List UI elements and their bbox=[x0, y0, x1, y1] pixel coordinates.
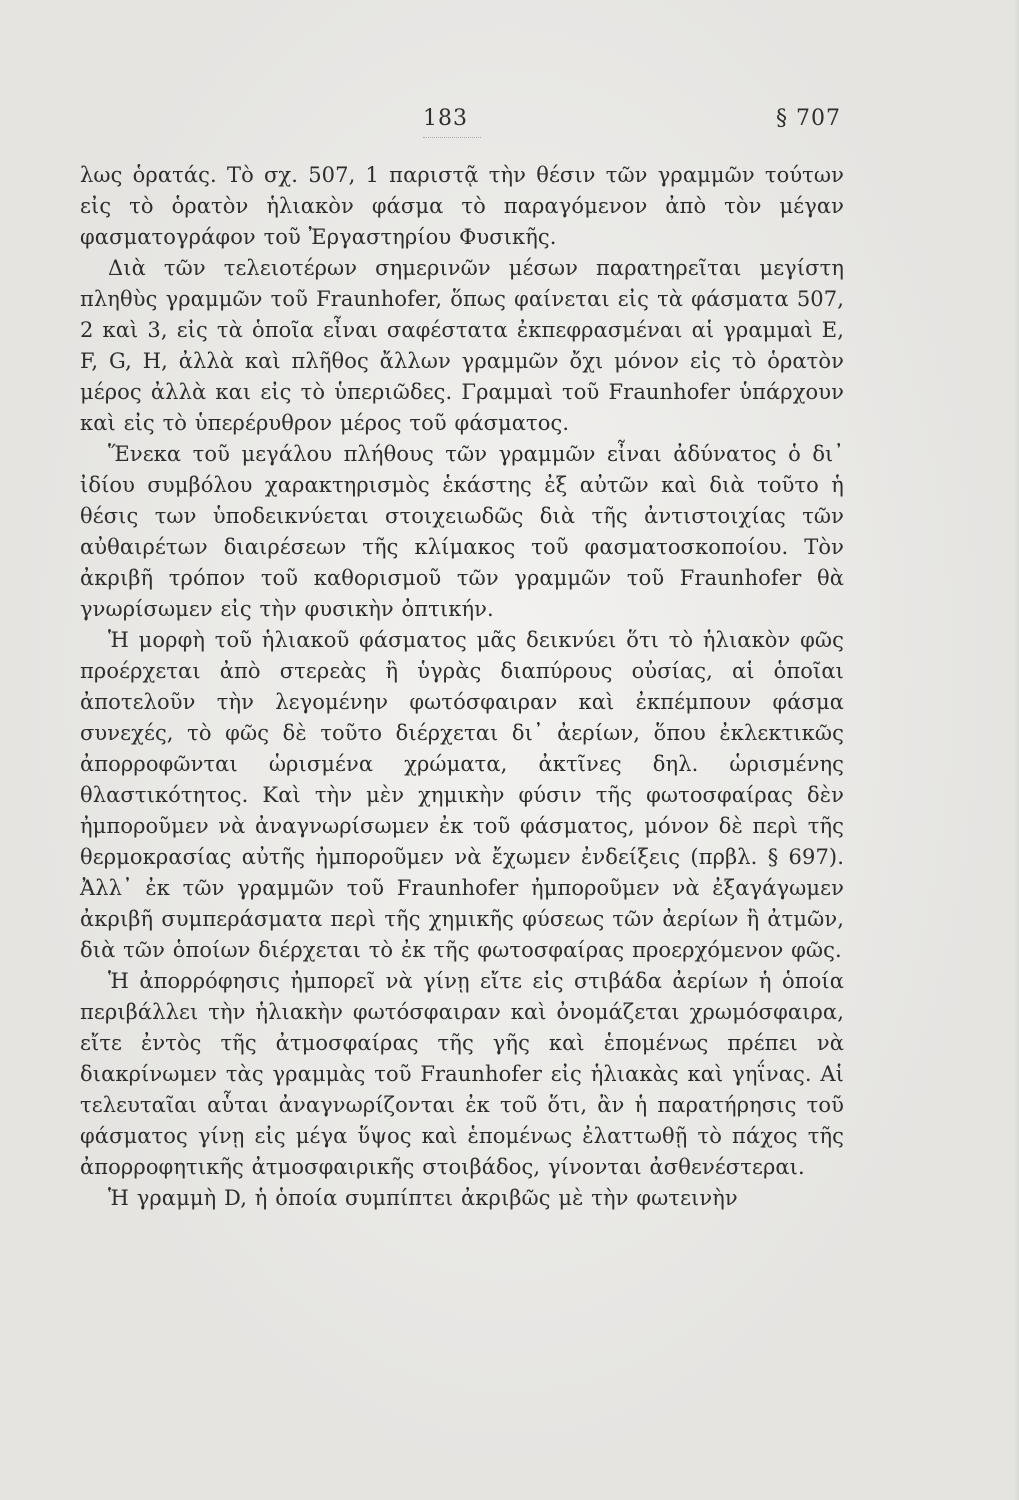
paragraph: Διὰ τῶν τελειοτέρων σημερινῶν μέσων παρατηρεῖται μεγίστη πληθὺς γραμμῶν τοῦ Fraunhofer, ὅπως φαίνεται εἰς τὰ φάσματα 507, 2 καὶ 3, εἰς τὰ ὁποῖα εἶναι σαφέστατα ἐκπεφρασμέναι αἱ γραμμαὶ E, F, G, H, ἀλλὰ καὶ πλῆθος ἄλλων γραμμῶν ὄχι μόνον εἰς τὸ ὁρατὸν μέρος ἀλλὰ και εἰς τὸ ὑπεριῶδες. Γραμμαὶ τοῦ Fraunhofer ὑπάρχουν καὶ εἰς τὸ ὑπερέρυθρον μέρος τοῦ φάσματος. bbox=[80, 256, 844, 435]
page-number: 183 bbox=[423, 106, 468, 131]
paragraph-continuation: λως ὁρατάς. Τὸ σχ. 507, 1 παριστᾷ τὴν θέσιν τῶν γραμμῶν τούτων εἰς τὸ ὁρατὸν ἡλιακὸν φάσμα τὸ παραγόμενον ἀπὸ τὸν μέγαν φασματογράφον τοῦ Ἐργαστηρίου Φυσικῆς. bbox=[80, 163, 844, 249]
page-edge-shadow bbox=[1013, 0, 1019, 1500]
paragraph: Ἕνεκα τοῦ μεγάλου πλήθους τῶν γραμμῶν εἶναι ἀδύνατος ὁ δι᾽ ἰδίου συμβόλου χαρακτηρισμὸς ἑκάστης ἐξ αὐτῶν καὶ διὰ τοῦτο ἡ θέσις των ὑποδεικνύεται στοιχειωδῶς διὰ τῆς ἀντιστοιχίας τῶν αὐθαιρέτων διαιρέσεων τῆς κλίμακος τοῦ φασματοσκοποίου. Τὸν ἀκριβῆ τρόπον τοῦ καθορισμοῦ τῶν γραμμῶν τοῦ Fraunhofer θὰ γνωρίσωμεν εἰς τὴν φυσικὴν ὀπτικήν. bbox=[80, 442, 844, 621]
paragraph: Ἡ γραμμὴ D, ἡ ὁποία συμπίπτει ἀκριβῶς μὲ τὴν φωτεινὴν bbox=[108, 1186, 738, 1210]
page-header bbox=[0, 100, 1019, 140]
page-number-underline bbox=[423, 137, 481, 138]
section-number: § 707 bbox=[776, 106, 841, 131]
paragraph: Ἡ μορφὴ τοῦ ἡλιακοῦ φάσματος μᾶς δεικνύει ὅτι τὸ ἡλιακὸν φῶς προέρχεται ἀπὸ στερεὰς ἢ ὑγρὰς διαπύρους οὐσίας, αἱ ὁποῖαι ἀποτελοῦν τὴν λεγομένην φωτόσφαιραν καὶ ἐκπέμπουν φάσμα συνεχές, τὸ φῶς δὲ τοῦτο διέρχεται δι᾽ ἀερίων, ὅπου ἐκλεκτικῶς ἀπορροφῶνται ὡρισμένα χρώματα, ἀκτῖνες δηλ. ὡρισμένης θλαστικότητος. Καὶ τὴν μὲν χημικὴν φύσιν τῆς φωτοσφαίρας δὲν ἠμποροῦμεν νὰ ἀναγνωρίσωμεν ἐκ τοῦ φάσματος, μόνον δὲ περὶ τῆς θερμοκρασίας αὐτῆς ἠμποροῦμεν νὰ ἔχωμεν ἐνδείξεις (πρβλ. § 697). Ἀλλ᾽ ἐκ τῶν γραμμῶν τοῦ Fraunhofer ἠμποροῦμεν νὰ ἐξαγάγωμεν ἀκριβῆ συμπεράσματα περὶ τῆς χημικῆς φύσεως τῶν ἀερίων ἢ ἀτμῶν, διὰ τῶν ὁποίων διέρχεται τὸ ἐκ τῆς φωτοσφαίρας προερχόμενον φῶς. bbox=[80, 628, 844, 962]
main-text bbox=[80, 160, 844, 1214]
paragraph: Ἡ ἀπορρόφησις ἠμπορεῖ νὰ γίνῃ εἴτε εἰς στιβάδα ἀερίων ἡ ὁποία περιβάλλει τὴν ἡλιακὴν φωτόσφαιραν καὶ ὀνομάζεται χρωμόσφαιρα, εἴτε ἐντὸς τῆς ἀτμοσφαίρας τῆς γῆς καὶ ἑπομένως πρέπει νὰ διακρίνωμεν τὰς γραμμὰς τοῦ Fraunhofer εἰς ἡλιακὰς καὶ γηΐνας. Αἱ τελευταῖαι αὗται ἀναγνωρίζονται ἐκ τοῦ ὅτι, ἂν ἡ παρατήρησις τοῦ φάσματος γίνῃ εἰς μέγα ὕψος καὶ ἑπομένως ἐλαττωθῇ τὸ πάχος τῆς ἀπορροφητικῆς ἀτμοσφαιρικῆς στοιβάδος, γίνονται ἀσθενέστεραι. bbox=[80, 969, 844, 1179]
